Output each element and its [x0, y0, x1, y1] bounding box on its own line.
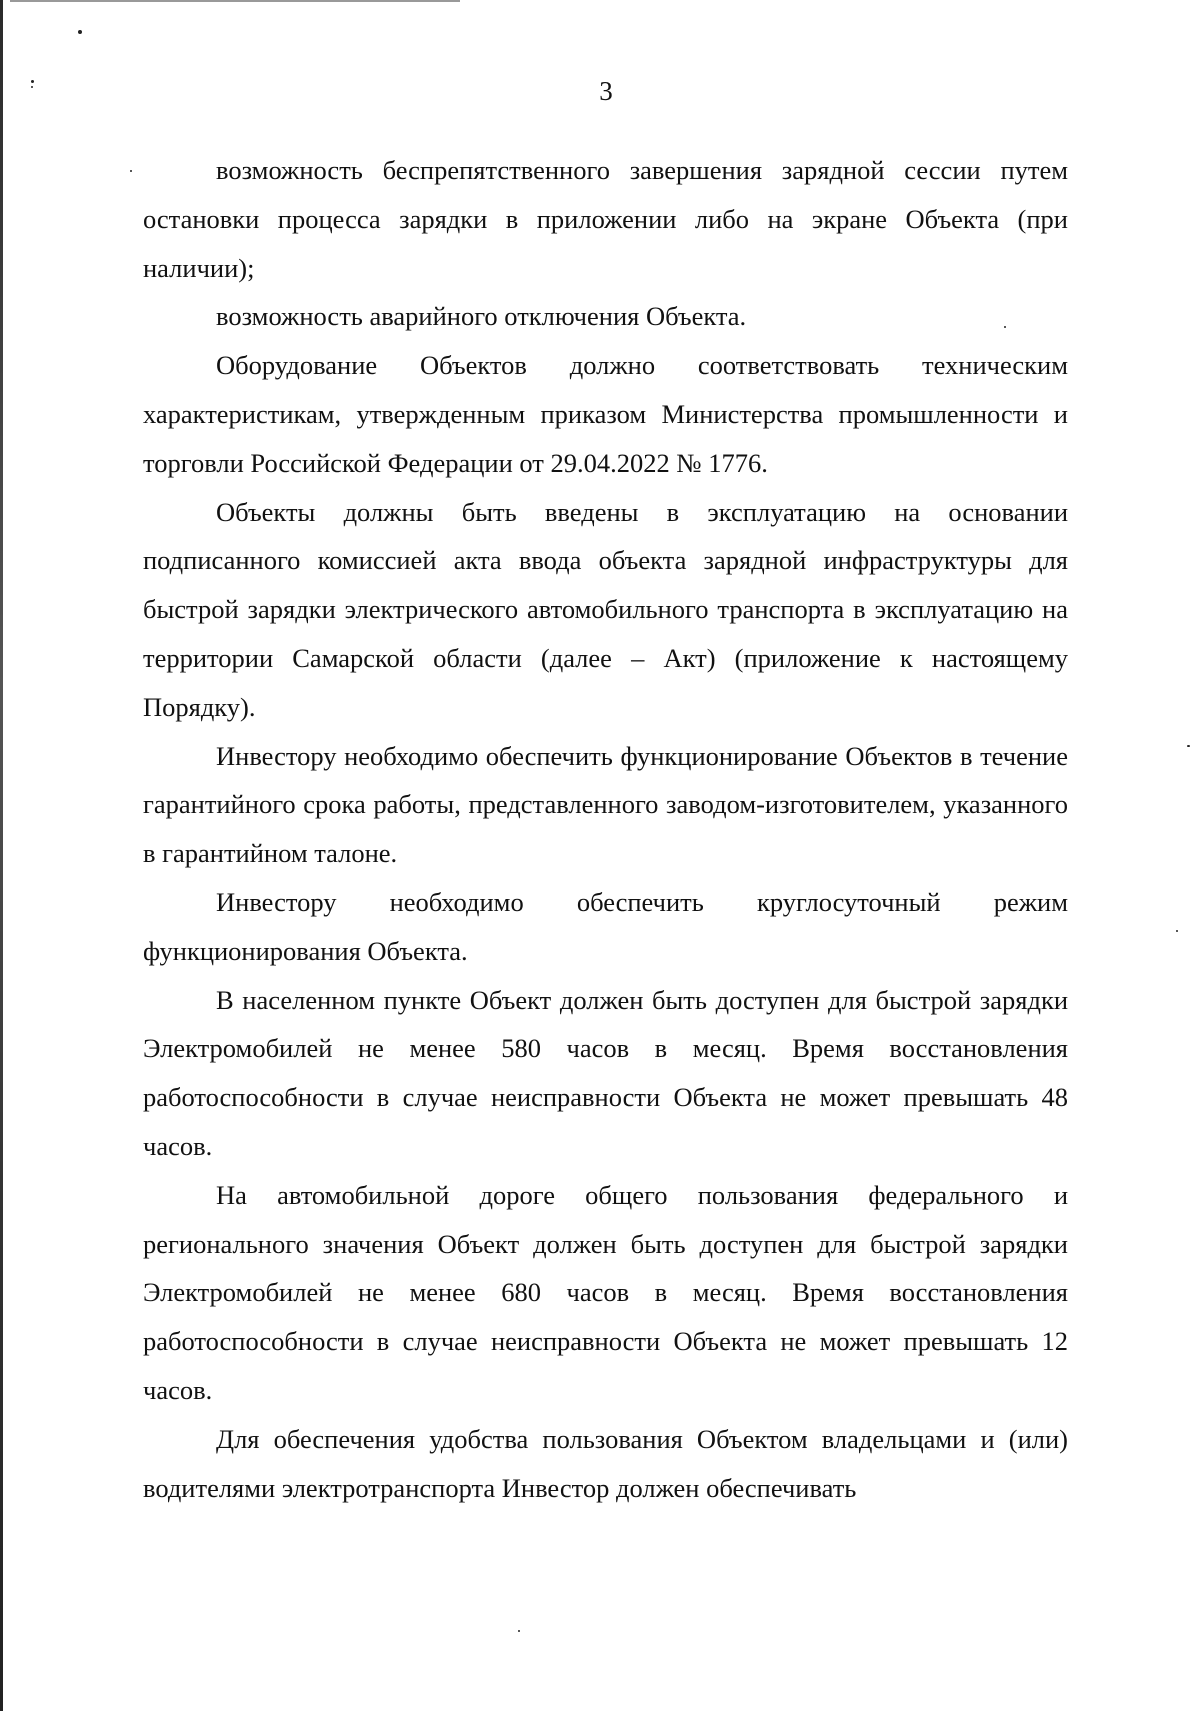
paragraph: На автомобильной дороге общего пользования федерального и регионального значения Объект должен быть доступен для быстрой зарядки Электромобилей не менее 680 часов в месяц. Время восстановления работоспособности в случае неисправности Объекта не может превышать 12 часов.	[143, 1179, 1068, 1405]
paragraph: Для обеспечения удобства пользования Объектом владельцами и (или) водителями электротранспорта Инвестор должен обеспечивать	[143, 1423, 1068, 1503]
paragraph: Объекты должны быть введены в эксплуатацию на основании подписанного комиссией акта ввода объекта зарядной инфраструктуры для быстрой зарядки электрического автомобильного транспорта в эксплуатацию на территории Самарской области (далее – Акт) (приложение к настоящему Порядку).	[143, 496, 1068, 722]
paragraph: Инвестору необходимо обеспечить функционирование Объектов в течение гарантийного срока работы, представленного заводом-изготовителем, указанного в гарантийном талоне.	[143, 740, 1068, 869]
paragraph: Оборудование Объектов должно соответствовать техническим характеристикам, утвержденным приказом Министерства промышленности и торговли Российской Федерации от 29.04.2022 № 1776.	[143, 350, 1068, 478]
paragraph: В населенном пункте Объект должен быть доступен для быстрой зарядки Электромобилей не менее 580 часов в месяц. Время восстановления работоспособности в случае неисправности Объекта не может превышать 48 часов.	[143, 984, 1068, 1161]
paragraph: возможность беспрепятственного завершения зарядной сессии путем остановки процесса зарядки в приложении либо на экране Объекта (при наличии);	[143, 155, 1068, 283]
paragraph: возможность аварийного отключения Объекта.	[216, 301, 747, 332]
document-body	[143, 146, 1068, 1512]
scan-speck	[518, 1630, 520, 1632]
scan-speck	[78, 30, 82, 34]
paragraph: Инвестору необходимо обеспечить круглосуточный режим функционирования Объекта.	[143, 886, 1068, 966]
page-number: 3	[599, 76, 613, 106]
scan-left-edge	[0, 0, 3, 1711]
scan-speck	[1187, 745, 1190, 747]
scan-speck	[1176, 930, 1178, 932]
scan-top-edge	[10, 0, 460, 2]
scan-speck	[130, 170, 132, 172]
